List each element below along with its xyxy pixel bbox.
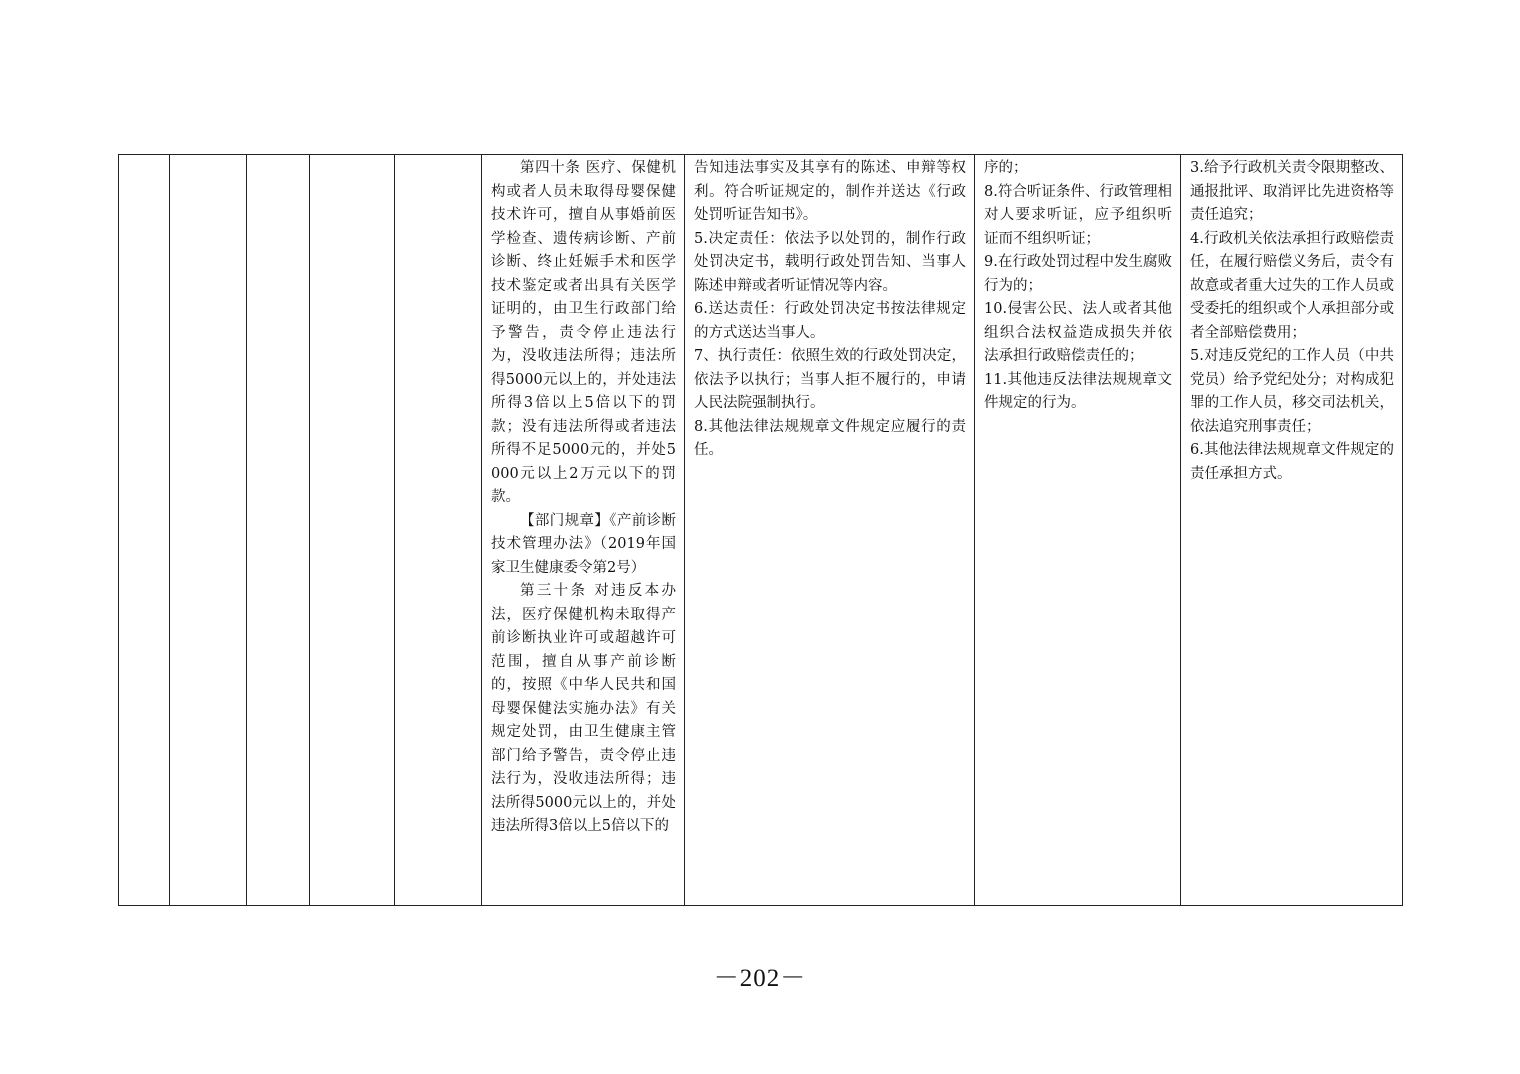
empty-cell-1: [119, 155, 170, 906]
document-table: [118, 154, 1403, 906]
table-row: [119, 155, 1403, 906]
liability-text: [1181, 155, 1402, 486]
liability-item: 5.对违反党纪的工作人员（中共党员）给予党纪处分；对构成犯罪的工作人员，移交司法机关，依法追究刑事责任；: [1190, 348, 1394, 435]
responsibility-text: [685, 155, 974, 463]
accountability-cell: [975, 155, 1181, 906]
responsibility-item: 7、执行责任：依照生效的行政处罚决定，依法予以执行；当事人拒不履行的，申请人民法院强制执行。: [694, 348, 966, 411]
accountability-item: 8.符合听证条件、行政管理相对人要求听证，应予组织听证而不组织听证；: [984, 183, 1172, 247]
basis-article-40: 第四十条 医疗、保健机构或者人员未取得母婴保健技术许可，擅自从事婚前医学检查、遗传病诊断、产前诊断、终止妊娠手术和医学技术鉴定或者出具有关医学证明的，由卫生行政部门给予警告，责令停止违法行为，没收违法所得；违法所得5000元以上的，并处违法所得3倍以上5倍以下的罚款；没有违法所得或者违法所得不足5000元的，并处5000元以上2万元以下的罚款。: [491, 160, 676, 505]
responsibility-item: 8.其他法律法规规章文件规定应履行的责任。: [694, 418, 966, 458]
responsibility-item: 告知违法事实及其享有的陈述、申辩等权利。符合听证规定的，制作并送达《行政处罚听证告知书》。: [694, 160, 966, 223]
accountability-item: 11.其他违反法律法规规章文件规定的行为。: [984, 371, 1172, 411]
basis-text: [482, 155, 684, 839]
basis-article-30: 第三十条 对违反本办法，医疗保健机构未取得产前诊断执业许可或超越许可范围，擅自从事产前诊断的，按照《中华人民共和国母婴保健法实施办法》有关规定处罚，由卫生健康主管部门给予警告，责令停止违法行为，没收违法所得；违法所得5000元以上的，并处违法所得3倍以上5倍以下的: [491, 583, 676, 834]
liability-item: 6.其他法律法规规章文件规定的责任承担方式。: [1190, 442, 1394, 482]
accountability-item: 9.在行政处罚过程中发生腐败行为的；: [984, 254, 1172, 294]
empty-cell-4: [310, 155, 395, 906]
page-number: －202－: [713, 965, 807, 992]
accountability-item: 10.侵害公民、法人或者其他组织合法权益造成损失并依法承担行政赔偿责任的；: [984, 301, 1172, 364]
basis-cell: [482, 155, 685, 906]
accountability-item: 序的；: [984, 160, 1028, 176]
liability-cell: [1181, 155, 1403, 906]
accountability-text: [975, 155, 1180, 416]
liability-item: 3.给予行政机关责令限期整改、通报批评、取消评比先进资格等责任追究；: [1190, 160, 1394, 223]
empty-cell-3: [247, 155, 310, 906]
liability-item: 4.行政机关依法承担行政赔偿责任，在履行赔偿义务后，责令有故意或者重大过失的工作人员或受委托的组织或个人承担部分或者全部赔偿费用；: [1190, 230, 1394, 341]
responsibility-item: 5.决定责任：依法予以处罚的，制作行政处罚决定书，载明行政处罚告知、当事人陈述申辩或者听证情况等内容。: [694, 230, 966, 294]
responsibility-cell: [685, 155, 975, 906]
empty-cell-2: [170, 155, 247, 906]
responsibility-item: 6.送达责任：行政处罚决定书按法律规定的方式送达当事人。: [694, 301, 966, 341]
basis-regulation-title: 【部门规章】《产前诊断技术管理办法》（2019年国家卫生健康委令第2号）: [491, 512, 676, 576]
empty-cell-5: [395, 155, 482, 906]
